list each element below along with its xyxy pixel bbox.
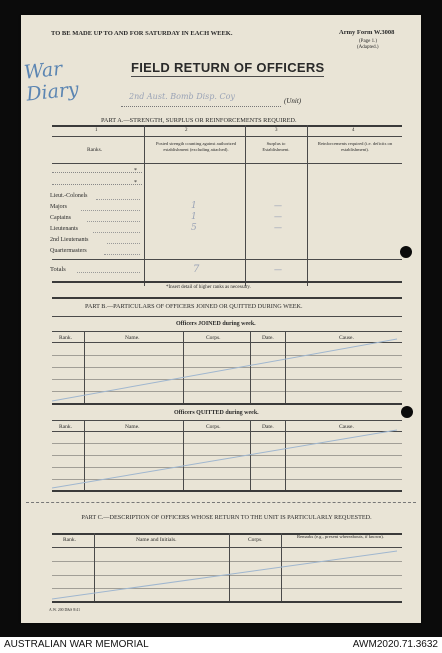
joined-col-name: Name. <box>125 335 140 341</box>
ranks-header: Ranks. <box>87 147 103 153</box>
part-c-heading: PART C.—DESCRIPTION OF OFFICERS WHOSE RETURN TO THE UNIT IS PARTICULARLY REQUESTED. <box>81 514 372 521</box>
part-b-top-rule <box>52 297 402 299</box>
part-c-col-remarks: Remarks (e.g., present whereabouts, if known). <box>296 534 384 539</box>
unit-dotted-line <box>121 106 281 107</box>
rank-lieutenants: Lieutenants <box>50 226 78 232</box>
strength-lieutenants: 5 <box>191 223 197 233</box>
part-a-heading: PART A.—STRENGTH, SURPLUS OR REINFORCEMENTS REQUIRED. <box>101 117 297 124</box>
col-divider-1 <box>144 125 145 286</box>
joined-col-corps: Corps. <box>206 335 221 341</box>
extra-rank-line-1 <box>52 172 142 173</box>
col-number-2: 2 <box>185 128 188 133</box>
extra-rank-line-2 <box>52 184 142 185</box>
joined-cross-out-stroke <box>52 331 402 403</box>
submission-instruction: TO BE MADE UP TO AND FOR SATURDAY IN EACH WEEK. <box>51 30 233 37</box>
joined-col-date: Date. <box>262 335 274 341</box>
tear-line <box>26 502 416 503</box>
part-a-top-rule <box>52 125 402 127</box>
asterisk-2: * <box>134 180 137 186</box>
unit-name-handwritten: 2nd Aust. Bomb Disp. Coy <box>129 92 235 101</box>
handwritten-margin-note: War Diary <box>22 57 80 106</box>
col-number-1: 1 <box>95 128 98 133</box>
title-underline <box>131 76 324 77</box>
col-number-3: 3 <box>275 128 278 133</box>
surplus-lieutenants: — <box>274 223 282 232</box>
leader-dots <box>81 210 140 211</box>
surplus-majors: — <box>274 201 282 210</box>
totals-label: Totals <box>50 266 66 273</box>
part-b-heading: PART B.—PARTICULARS OF OFFICERS JOINED OR QUITTED DURING WEEK. <box>85 303 303 310</box>
page-reference: (Page 1.) <box>359 39 378 44</box>
quitted-col-date: Date. <box>262 424 274 430</box>
part-b-heading-rule <box>52 316 402 317</box>
accession-number: AWM2020.71.3632 <box>352 639 438 650</box>
quitted-col-corps: Corps. <box>206 424 221 430</box>
leader-dots <box>93 232 140 233</box>
surplus-header: Surplus to Establishment. <box>262 141 290 152</box>
totals-surplus: — <box>274 265 282 274</box>
quitted-cross-out-stroke <box>52 420 402 490</box>
rank-captains: Captains <box>50 215 71 221</box>
quitted-col-rank: Rank. <box>59 424 72 430</box>
part-c-col-corps: Corps. <box>248 537 263 543</box>
rank-2nd-lieutenants: 2nd Lieutenants <box>50 237 89 243</box>
col-divider-2 <box>245 125 246 286</box>
joined-col-cause: Cause. <box>339 335 354 341</box>
leader-dots <box>107 243 140 244</box>
surplus-captains: — <box>274 212 282 221</box>
totals-strength: 7 <box>193 264 200 275</box>
strength-majors: 1 <box>191 201 197 211</box>
part-c-bottom-rule <box>52 601 402 603</box>
joined-col-rank: Rank. <box>59 335 72 341</box>
part-a-bottom-rule <box>52 281 402 283</box>
strength-header: Posted strength counting against authorized establishment (excluding attached). <box>155 141 237 152</box>
col-number-4: 4 <box>352 128 355 133</box>
part-a-footnote: *Insert detail of higher ranks as necessary. <box>166 285 251 290</box>
joined-bottom-rule <box>52 403 402 405</box>
asterisk-1: * <box>134 168 137 174</box>
rank-quartermasters: Quartermasters <box>50 248 87 254</box>
punch-hole <box>400 246 412 258</box>
part-c-col-name: Name and Initials. <box>136 537 177 543</box>
leader-dots <box>96 199 140 200</box>
quitted-col-name: Name. <box>125 424 140 430</box>
col-number-rule <box>52 136 402 137</box>
quitted-col-cause: Cause. <box>339 424 354 430</box>
quitted-bottom-rule <box>52 490 402 492</box>
unit-label: (Unit) <box>284 97 302 105</box>
rank-lieut-colonels: Lieut.-Colonels <box>50 193 88 199</box>
rank-majors: Majors <box>50 204 67 210</box>
leader-dots <box>87 221 140 222</box>
leader-dots <box>104 254 140 255</box>
part-c-col-rank: Rank. <box>63 537 76 543</box>
form-sheet <box>21 15 421 623</box>
part-c-cross-out-stroke <box>52 547 402 601</box>
col-divider-3 <box>307 125 308 286</box>
totals-top-rule <box>52 259 402 260</box>
punch-hole <box>401 406 413 418</box>
quitted-title: Officers QUITTED during week. <box>174 410 259 416</box>
form-number: Army Form W.3008 <box>339 29 395 36</box>
joined-title: Officers JOINED during week. <box>176 321 256 327</box>
reinforcements-header: Reinforcements required (i.e. deficits on establishment). <box>317 141 393 152</box>
form-title: FIELD RETURN OF OFFICERS <box>131 60 325 75</box>
header-bottom-rule <box>52 163 402 164</box>
strength-captains: 1 <box>191 212 197 222</box>
adapted-note: (Adapted.) <box>357 45 379 50</box>
archive-credit: AUSTRALIAN WAR MEMORIAL <box>4 639 149 650</box>
leader-dots <box>77 272 140 273</box>
print-code: A.W. 200 D&S 8/41 <box>49 608 80 612</box>
